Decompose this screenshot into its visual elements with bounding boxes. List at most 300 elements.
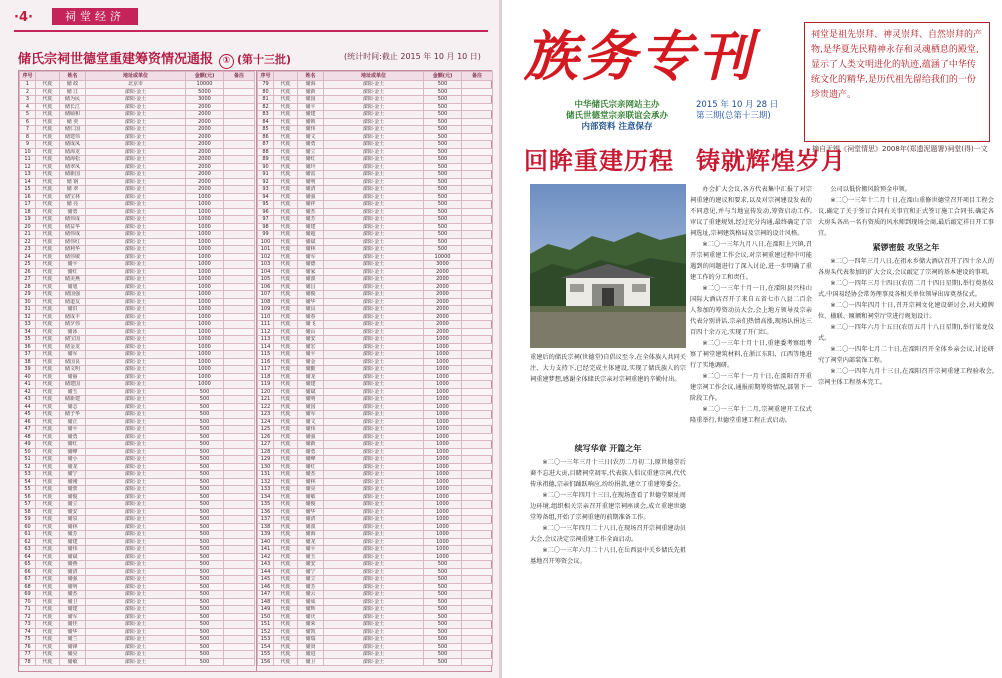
table-cell: 溧阳·金土 [86, 366, 186, 374]
table-cell: 33 [20, 321, 36, 329]
table-row [258, 223, 493, 231]
table-cell: 代徙 [36, 516, 60, 524]
table-cell: 储清 [298, 516, 324, 524]
table-cell: 溧阳·金土 [324, 553, 424, 561]
table-cell: 105 [258, 276, 274, 284]
table-row [20, 471, 255, 479]
table-cell: 溧阳·金土 [86, 238, 186, 246]
table-cell [224, 178, 255, 186]
table-cell [224, 246, 255, 254]
table-cell: 溧阳·金土 [86, 388, 186, 396]
table-cell: 溧阳·金土 [324, 276, 424, 284]
table-cell: 148 [258, 598, 274, 606]
table-cell: 溧阳·金土 [324, 81, 424, 89]
table-cell: 2000 [186, 141, 224, 149]
table-cell [224, 411, 255, 419]
table-cell: 500 [186, 606, 224, 614]
table-cell: 代徙 [274, 471, 298, 479]
table-cell: 溧阳·金土 [324, 133, 424, 141]
table-cell: 代徙 [274, 246, 298, 254]
table-row [20, 441, 255, 449]
table-cell: 1000 [424, 531, 462, 539]
table-cell: 溧阳·金土 [86, 546, 186, 554]
table-cell [462, 486, 493, 494]
table-cell: 代徙 [36, 523, 60, 531]
table-cell: 储勤 [298, 366, 324, 374]
table-cell: 储立 [298, 148, 324, 156]
table-cell [462, 433, 493, 441]
table-cell: 代徙 [274, 358, 298, 366]
table-cell: 溧阳·金土 [324, 178, 424, 186]
table-cell: 溧阳·金土 [324, 373, 424, 381]
table-cell: 107 [258, 291, 274, 299]
table-cell: 溧阳·金土 [324, 381, 424, 389]
table-cell: 48 [20, 433, 36, 441]
table-cell [462, 268, 493, 276]
table-row [258, 126, 493, 134]
table-cell [224, 186, 255, 194]
table-cell: 1000 [424, 553, 462, 561]
table-row [20, 396, 255, 404]
table-cell: 代徙 [274, 223, 298, 231]
table-cell: 溧阳·金土 [86, 201, 186, 209]
table-cell: 86 [258, 133, 274, 141]
table-cell: 储利华 [60, 246, 86, 254]
publisher-lines [542, 100, 692, 133]
table-cell [462, 103, 493, 111]
table-cell: 2000 [186, 163, 224, 171]
table-cell: 储新 [298, 88, 324, 96]
page-number: ·4· [14, 10, 33, 25]
table-cell: 140 [258, 538, 274, 546]
table-cell: 106 [258, 283, 274, 291]
table-cell [462, 546, 493, 554]
table-cell: 代徙 [274, 366, 298, 374]
donation-table-a [19, 71, 255, 666]
table-cell [224, 358, 255, 366]
table-row [20, 553, 255, 561]
table-cell [462, 298, 493, 306]
table-cell: 代徙 [274, 208, 298, 216]
table-row [20, 118, 255, 126]
table-cell: 储燕 [60, 561, 86, 569]
table-cell: 代徙 [274, 583, 298, 591]
table-cell [462, 96, 493, 104]
table-cell: 18 [20, 208, 36, 216]
table-cell: 500 [186, 546, 224, 554]
table-cell: 133 [258, 486, 274, 494]
table-cell: 储龙 [298, 538, 324, 546]
table-cell [224, 171, 255, 179]
table-cell [462, 343, 493, 351]
table-cell [224, 381, 255, 389]
table-cell: 78 [20, 658, 36, 666]
table-row [20, 591, 255, 599]
table-cell [224, 163, 255, 171]
table-row [20, 141, 255, 149]
table-cell: 储建 [60, 606, 86, 614]
table-cell: 储蕾 [60, 486, 86, 494]
table-cell: 溧阳·金土 [86, 336, 186, 344]
table-row [258, 628, 493, 636]
table-header-cell: 备注 [224, 72, 255, 81]
table-cell: 500 [424, 238, 462, 246]
table-cell: 代徙 [36, 321, 60, 329]
table-cell: 代徙 [36, 261, 60, 269]
table-cell: 代徙 [36, 366, 60, 374]
table-cell: 53 [20, 471, 36, 479]
table-cell: 500 [424, 193, 462, 201]
table-cell: 代徙 [36, 126, 60, 134]
issue-info [696, 100, 806, 122]
table-row [258, 381, 493, 389]
article-paragraph: ※二〇一四年六月十五日(农历五月十八日星期),举行梁龙仪式。 [818, 324, 994, 342]
table-row [258, 186, 493, 194]
table-cell: 1000 [424, 486, 462, 494]
table-cell: 500 [186, 613, 224, 621]
table-cell: 代徙 [36, 591, 60, 599]
table-cell: 储平 [298, 546, 324, 554]
table-cell [224, 118, 255, 126]
table-cell: 溧阳·金土 [324, 351, 424, 359]
ancestral-hall-photo [530, 184, 686, 348]
table-row [20, 246, 255, 254]
table-cell [462, 621, 493, 629]
table-cell: 75 [20, 636, 36, 644]
table-cell: 储益华 [60, 223, 86, 231]
table-cell [462, 456, 493, 464]
table-cell: 141 [258, 546, 274, 554]
table-cell: 7 [20, 126, 36, 134]
table-row [258, 216, 493, 224]
table-cell: 90 [258, 163, 274, 171]
table-cell: 代徙 [274, 276, 298, 284]
table-a-body [20, 81, 255, 666]
table-cell: 代徙 [274, 148, 298, 156]
issue-date: 2015 年 10 月 28 日 [696, 100, 779, 110]
table-cell: 2000 [186, 103, 224, 111]
table-cell: 1000 [186, 283, 224, 291]
table-cell: 79 [258, 81, 274, 89]
table-cell: 代徙 [36, 531, 60, 539]
table-cell: 1000 [424, 463, 462, 471]
table-cell: 储 奕 [60, 118, 86, 126]
table-cell: 储兰 [60, 636, 86, 644]
table-cell: 北京市 [86, 81, 186, 89]
table-cell: 69 [20, 591, 36, 599]
table-cell: 溧阳·金土 [86, 298, 186, 306]
table-cell: 储 江 [60, 88, 86, 96]
table-cell: 1000 [186, 238, 224, 246]
table-row [258, 643, 493, 651]
table-cell: 溧阳·金土 [86, 96, 186, 104]
table-cell [462, 651, 493, 659]
table-cell [224, 426, 255, 434]
table-cell: 1000 [424, 366, 462, 374]
table-header-cell [274, 72, 298, 81]
table-cell: 溧阳·金土 [86, 493, 186, 501]
table-row [20, 171, 255, 179]
table-cell: 代徙 [36, 553, 60, 561]
table-cell: 溧阳·金土 [86, 133, 186, 141]
table-cell: 溧阳·金土 [324, 658, 424, 666]
table-row [20, 208, 255, 216]
table-cell: 37 [20, 351, 36, 359]
table-cell: 代徙 [36, 178, 60, 186]
table-cell: 代徙 [274, 306, 298, 314]
table-row [20, 651, 255, 659]
table-cell: 代徙 [274, 133, 298, 141]
article-paragraph: ※二〇一三年十月十日,重建委考察组考察了祠堂建筑材料,在浙江东阳、江西等地进行了实地调研。 [690, 340, 812, 369]
table-cell: 代徙 [274, 343, 298, 351]
table-cell: 代徙 [36, 216, 60, 224]
table-cell: 储红 [298, 463, 324, 471]
table-cell: 代徙 [36, 96, 60, 104]
table-cell: 储安 [298, 336, 324, 344]
table-cell: 1000 [186, 291, 224, 299]
table-cell: 储海松 [60, 156, 86, 164]
table-header-row [20, 72, 255, 81]
table-cell: 43 [20, 396, 36, 404]
table-cell: 500 [424, 141, 462, 149]
motto-source: 摘自无锡《祠堂情思》2008年(郑遗泥题署)祠堂(得)一文 [812, 145, 988, 153]
table-cell: 代徙 [36, 283, 60, 291]
table-cell: 1000 [186, 253, 224, 261]
table-cell: 1000 [186, 373, 224, 381]
table-header-cell: 姓名 [60, 72, 86, 81]
table-cell: 8 [20, 133, 36, 141]
table-row [258, 111, 493, 119]
table-cell: 代徙 [36, 246, 60, 254]
table-cell: 溧阳·金土 [324, 628, 424, 636]
table-row [258, 163, 493, 171]
table-cell: 24 [20, 253, 36, 261]
table-cell [462, 126, 493, 134]
table-cell: 代徙 [36, 208, 60, 216]
table-cell [462, 478, 493, 486]
table-cell: 溧阳·金土 [86, 381, 186, 389]
table-cell: 代徙 [274, 553, 298, 561]
article-paragraph: ※二〇一三年十月一日,在溧阳县兴桂山国际大酒店召开了来自五省七市八县二百余人参加的筹资动员大会,会上地方领导及宗亲代表分别讲话,宗亲们热情高涨,现场认捐达三百四十余万元,实现了开门红。 [690, 285, 812, 336]
masthead [524, 18, 786, 98]
table-cell: 储伟成 [60, 231, 86, 239]
table-cell: 储新建 [60, 396, 86, 404]
table-cell: 代徙 [274, 606, 298, 614]
table-cell: 代徙 [274, 336, 298, 344]
table-cell: 储超 [298, 231, 324, 239]
table-cell: 56 [20, 493, 36, 501]
table-cell: 溧阳·金土 [86, 118, 186, 126]
article-paragraph: ※二〇一三年十二月十日,在溧山重修世德堂召开项目工程会议,确定了关于签订合同有关事宜和正式签订施工合同书,确定各大房头各出一名有资质的风水师到现场会商,最后敲定祥日开工事宜。 [818, 197, 994, 237]
table-cell: 储勇 [298, 448, 324, 456]
table-cell [462, 493, 493, 501]
table-cell: 91 [258, 171, 274, 179]
table-cell: 500 [186, 396, 224, 404]
table-cell: 溧阳·金土 [86, 643, 186, 651]
table-cell [224, 268, 255, 276]
table-cell: 储宝国 [60, 336, 86, 344]
table-cell: 101 [258, 246, 274, 254]
table-cell: 储翠凤 [60, 163, 86, 171]
table-cell [462, 448, 493, 456]
table-cell: 77 [20, 651, 36, 659]
table-cell: 储勇 [60, 433, 86, 441]
table-cell [462, 111, 493, 119]
table-cell: 溧阳·金土 [86, 291, 186, 299]
table-row [258, 501, 493, 509]
table-cell: 代徙 [36, 493, 60, 501]
table-row [258, 576, 493, 584]
table-cell: 溧阳·金土 [324, 96, 424, 104]
table-row [20, 568, 255, 576]
table-cell: 103 [258, 261, 274, 269]
table-cell: 储庆 [298, 613, 324, 621]
table-cell: 溧阳·金土 [324, 343, 424, 351]
table-cell: 1000 [186, 208, 224, 216]
table-cell: 500 [424, 208, 462, 216]
table-row [20, 388, 255, 396]
table-cell: 溧阳·金土 [324, 268, 424, 276]
table-cell: 500 [424, 231, 462, 239]
table-cell: 储成凤 [60, 141, 86, 149]
table-cell: 500 [424, 103, 462, 111]
table-cell: 储立 [298, 576, 324, 584]
table-cell: 84 [258, 118, 274, 126]
table-cell: 溧阳·金土 [324, 88, 424, 96]
table-cell: 500 [424, 96, 462, 104]
table-row [20, 433, 255, 441]
table-cell: 58 [20, 508, 36, 516]
table-header-cell: 序号 [258, 72, 274, 81]
table-cell: 溧阳·金土 [324, 441, 424, 449]
article-paragraph: ※二〇一四年三月八日,在祖永乡储大酒店召开了四十余人的各房头代表参加的扩大会议,会议敲定了宗祠的基本建设的事项。 [818, 258, 994, 276]
article-paragraph: ※二〇一三年十一月十日,在溧阳召开重建宗祠工作会议,通报前期筹资情况,部署下一阶段工作。 [690, 373, 812, 402]
table-cell: 1000 [186, 246, 224, 254]
table-cell: 储凯 [298, 628, 324, 636]
table-cell [462, 141, 493, 149]
table-row [20, 486, 255, 494]
table-cell: 14 [20, 178, 36, 186]
table-cell: 1000 [186, 223, 224, 231]
table-cell: 2 [20, 88, 36, 96]
table-cell [224, 388, 255, 396]
table-cell: 储文明 [60, 366, 86, 374]
table-cell: 1000 [424, 516, 462, 524]
table-cell [224, 223, 255, 231]
table-cell: 溧阳·金土 [324, 411, 424, 419]
table-cell: 储红 [60, 268, 86, 276]
table-row [258, 336, 493, 344]
table-cell: 5000 [186, 88, 224, 96]
table-cell [224, 433, 255, 441]
table-cell: 155 [258, 651, 274, 659]
table-cell: 54 [20, 478, 36, 486]
table-cell: 储良 [298, 306, 324, 314]
table-cell: 溧阳·金土 [86, 156, 186, 164]
table-cell: 储军 [60, 613, 86, 621]
table-cell: 溧阳·金土 [324, 456, 424, 464]
table-cell: 83 [258, 111, 274, 119]
table-cell: 46 [20, 418, 36, 426]
table-cell: 溧阳·金土 [86, 501, 186, 509]
table-cell: 1000 [186, 298, 224, 306]
table-cell: 储芳 [298, 216, 324, 224]
table-cell: 储道友 [60, 298, 86, 306]
table-cell: 110 [258, 313, 274, 321]
table-cell: 储林 [298, 246, 324, 254]
table-cell: 96 [258, 208, 274, 216]
table-cell: 1000 [186, 261, 224, 269]
donation-table-b [257, 71, 493, 666]
table-cell [462, 613, 493, 621]
table-cell: 代徙 [274, 501, 298, 509]
article-paragraph: ※二〇一三年四月十三日,在现场查看了世德堂原址周边环境,组织相关宗亲召开重建宗祠座谈会,成立重建世德堂筹备组,开始了宗祠重建的前期准备工作。 [530, 492, 686, 521]
table-cell: 溧阳·金土 [86, 561, 186, 569]
table-row [258, 553, 493, 561]
table-cell: 储国强 [60, 291, 86, 299]
table-cell [462, 381, 493, 389]
table-cell: 136 [258, 508, 274, 516]
table-cell: 代徙 [274, 103, 298, 111]
table-cell: 29 [20, 291, 36, 299]
table-cell: 溧阳·金土 [86, 126, 186, 134]
table-row [20, 336, 255, 344]
table-cell: 储玉 [298, 553, 324, 561]
table-cell: 储杰 [60, 591, 86, 599]
table-cell: 储红 [60, 441, 86, 449]
table-cell [462, 583, 493, 591]
table-cell: 溧阳·金土 [86, 478, 186, 486]
table-cell [462, 553, 493, 561]
table-cell: 代徙 [36, 253, 60, 261]
table-cell: 溧阳·金土 [324, 463, 424, 471]
table-cell: 代徙 [36, 396, 60, 404]
table-cell: 储建国 [60, 381, 86, 389]
table-cell: 代徙 [274, 418, 298, 426]
table-cell: 储 亮 [60, 201, 86, 209]
table-cell: 1000 [424, 388, 462, 396]
table-cell [462, 508, 493, 516]
table-cell: 1000 [424, 523, 462, 531]
table-cell: 储建 [298, 381, 324, 389]
table-cell [224, 636, 255, 644]
table-cell: 代徙 [36, 418, 60, 426]
table-cell: 156 [258, 658, 274, 666]
table-cell: 代徙 [36, 538, 60, 546]
table-cell: 500 [186, 441, 224, 449]
table-cell [462, 208, 493, 216]
table-cell: 储卫 [60, 598, 86, 606]
table-row [20, 88, 255, 96]
table-cell: 溧阳·金土 [86, 351, 186, 359]
table-cell: 2000 [424, 298, 462, 306]
table-header-row [258, 72, 493, 81]
table-cell: 代徙 [36, 118, 60, 126]
table-cell [462, 358, 493, 366]
table-cell [224, 613, 255, 621]
table-cell: 溧阳·金土 [324, 306, 424, 314]
table-row [20, 268, 255, 276]
table-row [20, 636, 255, 644]
table-cell: 500 [424, 576, 462, 584]
table-cell [462, 118, 493, 126]
article-paragraph: ※二〇一四年七月二十日,在溧阳召开全体乡亲会议,讨论研究了祠堂内部装饰工程。 [818, 346, 994, 364]
table-cell: 44 [20, 403, 36, 411]
table-row [258, 328, 493, 336]
table-b-body [258, 81, 493, 666]
table-cell: 储新国 [60, 171, 86, 179]
table-row [20, 658, 255, 666]
